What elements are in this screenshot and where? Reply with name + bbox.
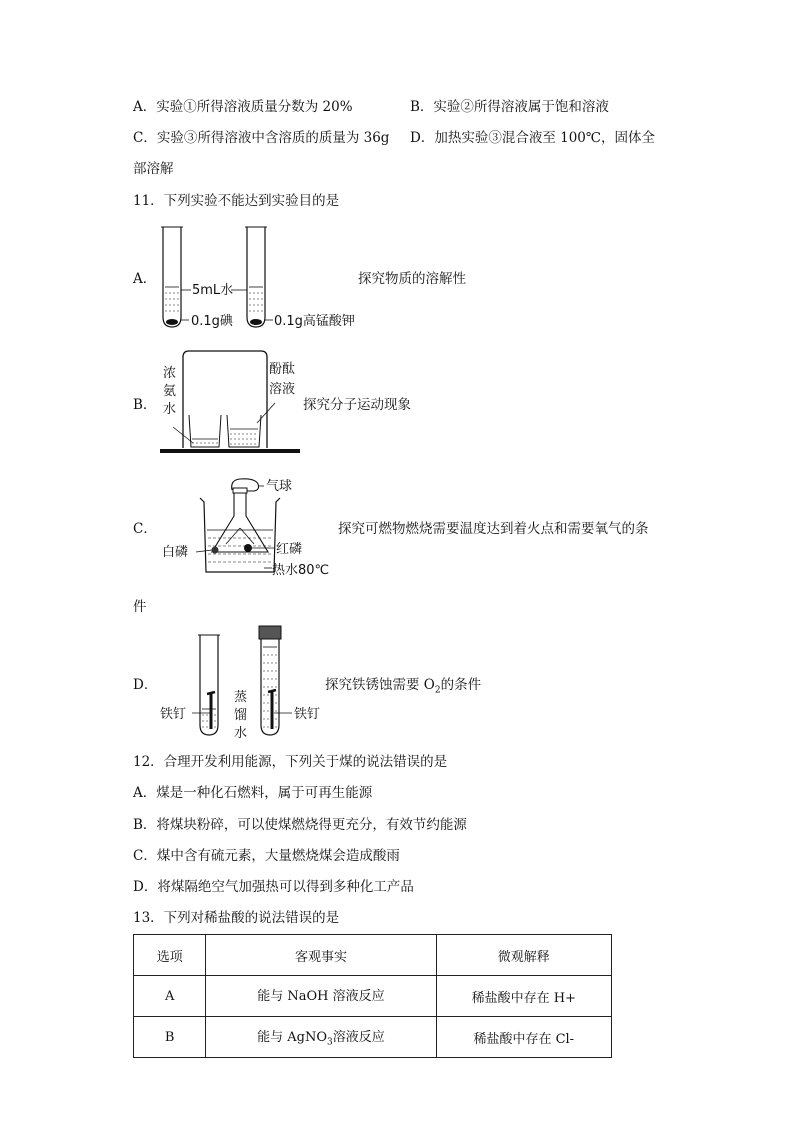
label-iodine: 0.1g碘	[191, 314, 233, 329]
table-row	[134, 976, 612, 1017]
label-white-phosphorus: 白磷	[162, 545, 189, 560]
q11-d-figure	[158, 625, 328, 745]
row-a-fact: 能与 NaOH 溶液反应	[206, 976, 436, 1017]
row-b-explanation: 稀盐酸中存在 Cl-	[436, 1017, 611, 1058]
label-phenol-2: 溶液	[269, 382, 296, 397]
label-nail-left: 铁钉	[160, 707, 187, 722]
row-b-option: B	[134, 1017, 206, 1058]
q12-option-a: A．煤是一种化石燃料，属于可再生能源	[133, 785, 373, 801]
kmno4-solid	[250, 319, 262, 325]
q11-c-figure	[160, 470, 345, 582]
white-phosphorus	[212, 547, 219, 554]
row-a-option: A	[134, 976, 206, 1017]
label-phenol-1: 酚酞	[269, 362, 296, 377]
label-nail-right: 铁钉	[294, 707, 321, 722]
label-ammonia-1: 浓	[163, 366, 177, 381]
q12-option-d: D．将煤隔绝空气加强热可以得到多种化工产品	[133, 879, 414, 895]
q11-c-purpose-continued: 件	[133, 599, 147, 615]
header-option: 选项	[134, 935, 206, 976]
q13-stem: 13．下列对稀盐酸的说法错误的是	[133, 910, 340, 926]
q11-c-letter: C．	[133, 521, 157, 537]
red-phosphorus	[244, 544, 252, 552]
q10-option-b: B．实验②所得溶液属于饱和溶液	[410, 99, 609, 115]
q11-b-purpose: 探究分子运动现象	[303, 397, 411, 413]
label-hot-water: 热水80℃	[272, 563, 330, 578]
q11-d-letter: D．	[133, 677, 158, 693]
row-a-explanation: 稀盐酸中存在 H+	[436, 976, 611, 1017]
q12-stem: 12．合理开发利用能源，下列关于煤的说法错误的是	[133, 754, 448, 770]
label-kmno4: 0.1g高锰酸钾	[274, 314, 355, 329]
label-water-a: 5mL水	[192, 283, 234, 298]
rubber-stopper	[259, 626, 281, 639]
q11-c-purpose: 探究可燃物燃烧需要温度达到着火点和需要氧气的条	[338, 521, 649, 537]
q11-a-figure	[155, 225, 370, 335]
q11-a-purpose: 探究物质的溶解性	[358, 271, 466, 287]
label-distilled-2: 馏	[234, 708, 248, 723]
q13-table	[133, 934, 612, 1058]
q11-b-figure	[155, 345, 305, 460]
table-header-row	[134, 935, 612, 976]
q10-option-c: C．实验③所得溶液中含溶质的质量为 36g	[133, 130, 390, 146]
table-row	[134, 1017, 612, 1058]
label-ammonia-3: 水	[163, 402, 177, 417]
q10-option-d: D．加热实验③混合液至 100℃，固体全	[410, 130, 655, 146]
q11-d-purpose: 探究铁锈蚀需要 $O_2$的条件	[325, 677, 482, 696]
header-fact: 客观事实	[206, 935, 436, 976]
q10-option-d-continued: 部溶解	[133, 161, 174, 177]
q11-stem: 11．下列实验不能达到实验目的是	[133, 193, 340, 209]
q12-option-b: B．将煤块粉碎，可以使煤燃烧得更充分，有效节约能源	[133, 817, 467, 833]
header-explanation: 微观解释	[436, 935, 611, 976]
label-distilled-3: 水	[234, 726, 248, 741]
label-red-phosphorus: 红磷	[276, 542, 303, 557]
q10-option-a: A．实验①所得溶液质量分数为 20%	[133, 99, 353, 115]
q11-a-letter: A．	[133, 271, 157, 287]
q12-option-c: C．煤中含有硫元素，大量燃烧煤会造成酸雨	[133, 848, 400, 864]
q11-b-letter: B．	[133, 397, 157, 413]
label-balloon: 气球	[266, 479, 293, 494]
row-b-fact: 能与 AgNO$_3$溶液反应	[206, 1017, 436, 1058]
iodine-solid	[166, 319, 178, 325]
label-ammonia-2: 氨	[163, 384, 177, 399]
label-distilled-1: 蒸	[234, 690, 248, 705]
